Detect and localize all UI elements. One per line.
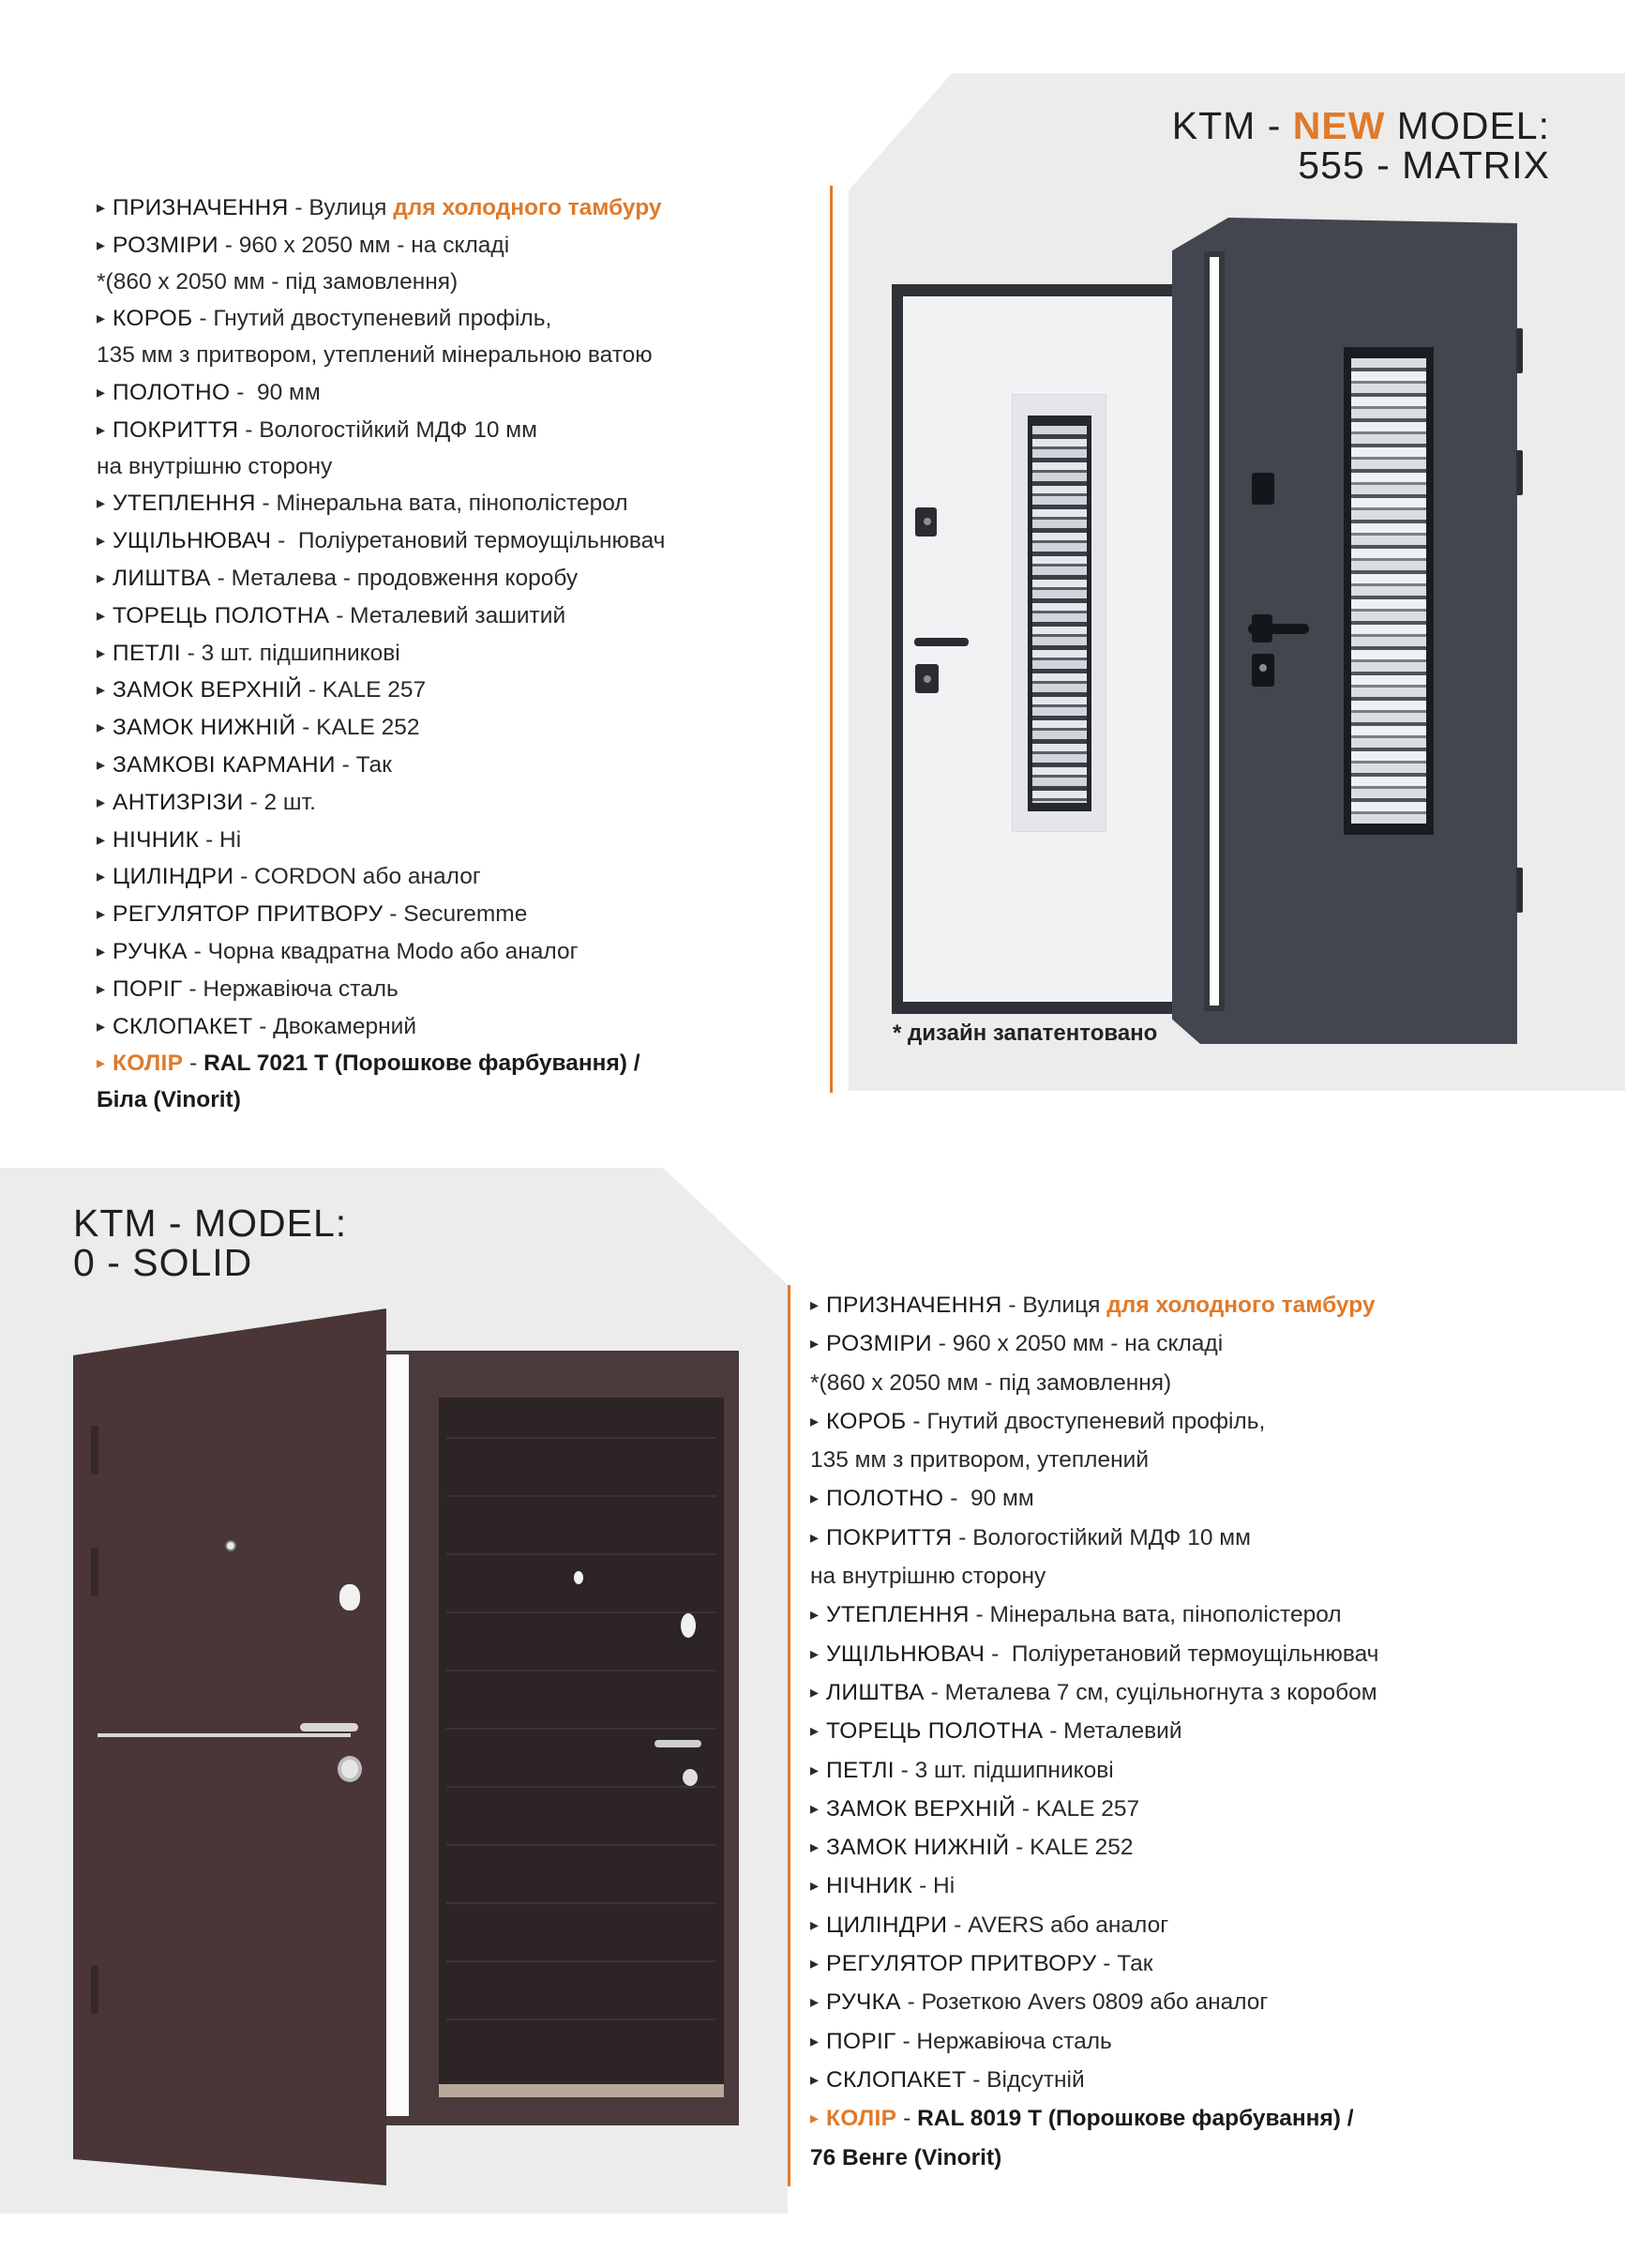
section1-divider [830,186,833,1093]
spec-label: ЗАМОК НИЖНІЙ [826,1835,1010,1861]
spec-row [810,1867,1378,1905]
spec-value: Мінеральна вата, пінополістерол [989,1602,1342,1628]
spec-value: 3 шт. підшипникові [914,1757,1114,1783]
spec-highlight: для холодного тамбуру [393,195,662,220]
spec-continuation: на внутрішню сторону [97,453,333,479]
spec-separator: - [383,901,404,928]
spec-separator: - [243,789,264,815]
spec-separator: - [183,1051,204,1077]
spec-continuation: Біла (Vinorit) [97,1087,241,1113]
spec-separator: - [187,938,208,964]
spec-label: РОЗМІРИ [113,232,218,258]
spec-continuation: 135 мм з притвором, утеплений мінеральною ватою [97,342,653,369]
spec-row [97,933,665,971]
spec-label: ЗАМОК ВЕРХНІЙ [113,677,303,703]
spec-separator: - [912,1873,934,1899]
inner-peephole-icon [574,1571,583,1584]
hinge-icon [1516,328,1523,373]
spec-value: 960 х 2050 мм - на складі [952,1331,1224,1357]
spec-separator: - [335,751,356,778]
spec-label: СКЛОПАКЕТ [826,2066,967,2093]
spec-separator: - [1043,1718,1064,1745]
spec-label: ПОКРИТТЯ [826,1524,953,1550]
bullet-icon: ▸ [810,1954,820,1973]
spec-row [97,485,665,522]
section2-title: KTM - MODEL: 0 - SOLID [73,1202,348,1284]
hinge-icon [91,1548,98,1596]
spec-label: РУЧКА [826,1989,901,2016]
bullet-icon: ▸ [810,1295,820,1314]
spec-row [97,709,665,747]
spec-value: KALE 257 [1035,1795,1140,1822]
spec-row [97,1008,665,1046]
section2-divider [788,1285,790,2186]
spec-value: Так [355,751,392,778]
spec-value: CORDON або аналог [254,864,481,890]
spec-value: Металева - продовження коробу [231,565,579,591]
spec-separator: - [255,491,277,517]
spec-value: Гнутий двоступеневий профіль, [213,306,552,332]
spec-value: Вологостійкий МДФ 10 мм [972,1524,1251,1550]
spec-label: КОЛІР [826,2106,897,2132]
spec-row [810,2022,1378,2061]
bullet-icon: ▸ [810,1489,820,1508]
spec-row [97,635,665,673]
spec-row [97,374,665,412]
bullet-icon: ▸ [97,567,106,587]
spec-label: ТОРЕЦЬ ПОЛОТНА [113,602,330,628]
spec-value: Металевий зашитий [350,602,566,628]
spec-separator: - [233,864,255,890]
spec-separator: - [924,1679,945,1705]
spec-separator: - [952,1524,973,1550]
peephole-icon [225,1540,236,1551]
inner-handle-icon [655,1740,701,1747]
spec-separator: - [1009,1835,1031,1861]
hinge-icon [1516,868,1523,913]
spec-value: KALE 257 [322,677,427,703]
spec-row [810,1402,1378,1441]
spec-row [97,597,665,635]
spec-separator: - [192,306,214,332]
spec-separator: - [985,1641,1012,1667]
bullet-icon: ▸ [97,792,106,811]
spec-separator: - [288,195,309,220]
hinge-icon [91,1426,98,1474]
spec-row [810,1906,1378,1944]
spec-label: РУЧКА [113,938,188,964]
spec-value: Розеткою Avers 0809 або аналог [921,1989,1269,2016]
spec-value: Поліуретановий термоущільнювач [1011,1641,1379,1667]
spec-label: ПОЛОТНО [826,1486,944,1512]
spec-separator: - [238,416,260,443]
bullet-icon: ▸ [97,198,106,217]
spec-row [97,971,665,1008]
spec-separator: - [943,1486,970,1512]
bullet-icon: ▸ [97,754,106,774]
spec-separator: - [302,677,323,703]
bullet-icon: ▸ [97,680,106,700]
bullet-icon: ▸ [97,493,106,513]
bullet-icon: ▸ [810,2109,820,2128]
spec-row [97,412,665,449]
spec-value: Вологостійкий МДФ 10 мм [259,416,537,443]
spec-label: УТЕПЛЕННЯ [826,1602,970,1628]
bullet-icon: ▸ [810,1643,820,1663]
outer-handle-icon [1248,624,1309,634]
spec-row [810,1519,1378,1557]
spec-value: 3 шт. підшипникові [201,640,400,666]
spec-value: RAL 8019 T (Порошкове фарбування) / [917,2106,1354,2132]
spec-value: Гнутий двоступеневий профіль, [926,1408,1266,1434]
spec-label: КОРОБ [826,1408,907,1434]
bullet-icon: ▸ [97,829,106,849]
bullet-icon: ▸ [810,1411,820,1430]
bullet-icon: ▸ [97,419,106,439]
spec-row [810,2061,1378,2099]
spec-value: Вулиця [308,195,394,220]
spec-separator: - [295,715,317,741]
spec-continuation: 135 мм з притвором, утеплений [810,1447,1150,1474]
spec-row [97,560,665,597]
bullet-icon: ▸ [810,1914,820,1934]
spec-value: Двокамерний [273,1013,417,1039]
spec-row [97,896,665,933]
inner-handle-icon [914,638,969,646]
spec-row [810,1790,1378,1828]
spec-row [810,1673,1378,1712]
bullet-icon: ▸ [97,1053,106,1073]
bullet-icon: ▸ [97,531,106,551]
bullet-icon: ▸ [97,309,106,328]
spec-separator: - [329,602,351,628]
bullet-icon: ▸ [97,234,106,254]
spec-separator: - [966,2066,987,2093]
spec-row [97,747,665,784]
spec-label: ЛИШТВА [826,1679,925,1705]
spec-row [810,1286,1378,1324]
spec-row [97,300,665,338]
spec-row [97,822,665,859]
spec-row [810,1595,1378,1634]
spec-label: ПРИЗНАЧЕННЯ [826,1293,1002,1318]
outer-handle-icon [300,1723,358,1731]
spec-value: Відсутній [986,2066,1085,2093]
bullet-icon: ▸ [810,1605,820,1625]
spec-value: Вулиця [1022,1293,1107,1318]
spec-continuation: на внутрішню сторону [810,1564,1046,1590]
spec-separator: - [199,826,220,853]
hinge-icon [1516,450,1523,495]
spec-label: ЛИШТВА [113,565,211,591]
bullet-icon: ▸ [810,1334,820,1353]
spec-separator: - [931,1331,953,1357]
bullet-icon: ▸ [97,941,106,960]
bullet-icon: ▸ [810,1798,820,1818]
spec-separator: - [230,379,257,405]
spec-continuation: *(860 х 2050 мм - під замовлення) [810,1369,1172,1396]
outer-cylinder-icon [338,1756,362,1782]
bullet-icon: ▸ [810,1876,820,1896]
bullet-icon: ▸ [810,1837,820,1857]
spec-separator: - [218,232,239,258]
spec-value: 960 х 2050 мм - на складі [238,232,510,258]
spec-row [810,1983,1378,2021]
spec-label: ЦИЛІНДРИ [826,1912,948,1938]
spec-label: НІЧНИК [826,1873,913,1899]
section1-specs-list [97,189,665,1119]
bullet-icon: ▸ [97,978,106,998]
spec-label: КОРОБ [113,306,193,332]
spec-separator: - [271,528,298,554]
spec-label: РЕГУЛЯТОР ПРИТВОРУ [113,901,384,928]
spec-row [810,1751,1378,1790]
bullet-icon: ▸ [97,382,106,401]
spec-row [97,1045,665,1082]
patent-note: * дизайн запатентовано [893,1021,1158,1046]
spec-label: РЕГУЛЯТОР ПРИТВОРУ [826,1951,1097,1977]
spec-value: Поліуретановий термоущільнювач [297,528,666,554]
spec-label: ПРИЗНАЧЕННЯ [113,195,289,220]
spec-value: Чорна квадратна Modo або аналог [207,938,579,964]
spec-label: ЗАМКОВІ КАРМАНИ [113,751,336,778]
spec-separator: - [252,1013,274,1039]
spec-label: РОЗМІРИ [826,1331,932,1357]
spec-label: ЗАМОК НИЖНІЙ [113,715,296,741]
spec-value: Securemme [403,901,528,928]
spec-separator: - [1001,1293,1023,1318]
spec-separator: - [906,1408,927,1434]
section1-title: KTM - NEW MODEL: 555 - MATRIX [1171,104,1550,187]
outer-lock-icon [1252,473,1274,505]
spec-continuation: *(860 х 2050 мм - під замовлення) [97,268,459,295]
spec-value: 90 мм [256,379,321,405]
spec-separator: - [896,2106,918,2132]
spec-row [810,1635,1378,1673]
spec-value: KALE 252 [1030,1835,1134,1861]
spec-value: 90 мм [970,1486,1034,1512]
spec-row [810,1479,1378,1518]
bullet-icon: ▸ [810,2031,820,2050]
spec-label: КОЛІР [113,1051,184,1077]
spec-row [97,784,665,822]
outer-lock-icon [339,1584,360,1610]
bullet-icon: ▸ [810,1682,820,1701]
spec-label: УЩІЛЬНЮВАЧ [826,1641,986,1667]
section2-specs-list [810,1286,1378,2177]
spec-row [810,1944,1378,1983]
spec-label: УТЕПЛЕННЯ [113,491,256,517]
bullet-icon: ▸ [97,605,106,625]
spec-value: KALE 252 [316,715,420,741]
spec-label: СКЛОПАКЕТ [113,1013,253,1039]
spec-row [810,1828,1378,1867]
spec-row [97,522,665,560]
inner-lock-icon [681,1613,696,1638]
spec-row [97,858,665,896]
spec-separator: - [900,1989,922,2016]
spec-label: ЗАМОК ВЕРХНІЙ [826,1795,1016,1822]
spec-value: Металева 7 см, суцільногнута з коробом [944,1679,1377,1705]
spec-separator: - [1096,1951,1118,1977]
spec-separator: - [210,565,232,591]
spec-value: Нержавіюча сталь [916,2028,1112,2054]
spec-row [810,1712,1378,1750]
bullet-icon: ▸ [97,904,106,924]
spec-value: 2 шт. [263,789,316,815]
bullet-icon: ▸ [810,1760,820,1779]
spec-separator: - [180,640,202,666]
spec-value: Ні [933,1873,955,1899]
spec-row [97,672,665,709]
hinge-icon [91,1965,98,2014]
spec-value: Мінеральна вата, пінополістерол [276,491,628,517]
spec-separator: - [947,1912,969,1938]
spec-value: Так [1117,1951,1153,1977]
spec-label: ПОКРИТТЯ [113,416,239,443]
bullet-icon: ▸ [810,1992,820,2012]
spec-value: Ні [219,826,242,853]
spec-separator: - [182,975,203,1002]
bullet-icon: ▸ [810,1527,820,1547]
bullet-icon: ▸ [810,1721,820,1741]
spec-label: ЦИЛІНДРИ [113,864,234,890]
bullet-icon: ▸ [97,867,106,886]
bullet-icon: ▸ [97,643,106,662]
bullet-icon: ▸ [97,718,106,737]
decor-strip [98,1733,351,1737]
spec-separator: - [1016,1795,1036,1822]
spec-label: ПЕТЛІ [113,640,181,666]
spec-value: Нержавіюча сталь [203,975,399,1002]
spec-highlight: для холодного тамбуру [1106,1293,1376,1318]
spec-row [810,2099,1378,2138]
spec-label: УЩІЛЬНЮВАЧ [113,528,272,554]
spec-label: НІЧНИК [113,826,200,853]
spec-row [810,1324,1378,1363]
spec-label: ПЕТЛІ [826,1757,895,1783]
spec-separator: - [894,1757,915,1783]
spec-separator: - [895,2028,917,2054]
spec-label: ПОРІГ [113,975,183,1002]
spec-row [97,189,665,227]
spec-label: ПОРІГ [826,2028,896,2054]
spec-label: ТОРЕЦЬ ПОЛОТНА [826,1718,1044,1745]
inner-cylinder-icon [683,1769,698,1786]
spec-value: Металевий [1063,1718,1182,1745]
spec-label: ПОЛОТНО [113,379,231,405]
spec-row [97,227,665,265]
spec-continuation: 76 Венге (Vinorit) [810,2144,1002,2170]
spec-value: RAL 7021 T (Порошкове фарбування) / [203,1051,640,1077]
spec-label: АНТИЗРІЗИ [113,789,244,815]
spec-value: AVERS або аналог [968,1912,1169,1938]
bullet-icon: ▸ [810,2069,820,2089]
spec-separator: - [969,1602,990,1628]
bullet-icon: ▸ [97,1016,106,1036]
